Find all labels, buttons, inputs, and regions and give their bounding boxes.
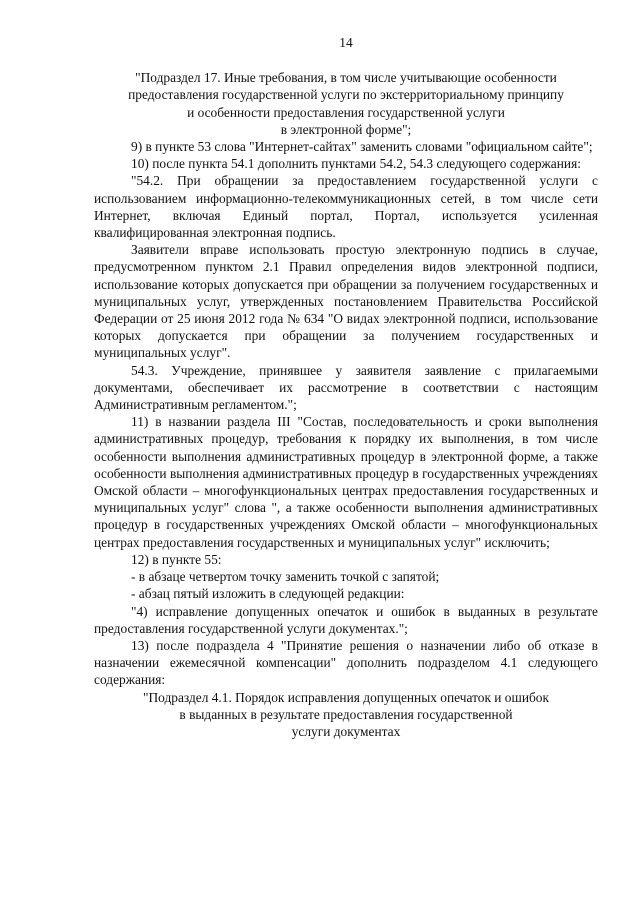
page-number: 14 (339, 35, 353, 50)
paragraph-item-11: 11) в названии раздела III "Состав, последовательность и сроки выполнения административных процедур, требования к порядку их выполнения, в том числе особенности выполнения административных процедур в электронной форме, а также особенности выполнения административных процедур в государственных учреждениях Омской области – многофункциональных центрах предоставления государственных и муниципальных услуг" слова ", а также особенности выполнения административных процедур в государственных учреждениях Омской области – многофункциональных центрах предоставления государственных и муниципальных услуг" исключить; (94, 414, 598, 550)
heading-line: услуги документах (291, 723, 401, 739)
subsection-17-heading (94, 69, 598, 138)
paragraph-dash-2: - абзац пятый изложить в следующей редакции: (131, 586, 405, 602)
paragraph-quoted-4: "4) исправление допущенных опечаток и ошибок в выданных в результате предоставления государственной услуги документах."; (94, 603, 598, 636)
heading-line: и особенности предоставления государственной услуги (187, 104, 505, 120)
heading-line: в выданных в результате предоставления государственной (179, 706, 513, 722)
subsection-4-1-heading (94, 689, 598, 741)
heading-line: "Подраздел 4.1. Порядок исправления допущенных опечаток и ошибок (143, 689, 549, 705)
paragraph-item-12: 12) в пункте 55: (131, 551, 222, 567)
paragraph-dash-1: - в абзаце четвертом точку заменить точкой с запятой; (131, 569, 440, 585)
paragraph-simple-signature: Заявители вправе использовать простую электронную подпись в случае, предусмотренном пунктом 2.1 Правил определения видов электронной подписи, использование которых допускается при обращении за получением государственных и муниципальных услуг, утвержденных постановлением Правительства Российской Федерации от 25 июня 2012 года № 634 "О видах электронной подписи, использование которых допускается при обращении за получением государственных и муниципальных услуг". (94, 242, 598, 361)
document-page (94, 34, 598, 740)
heading-line: "Подраздел 17. Иные требования, в том числе учитывающие особенности (135, 70, 557, 86)
paragraph-54-3: 54.3. Учреждение, принявшее у заявителя заявление с прилагаемыми документами, обеспечивает их рассмотрение в соответствии с настоящим Административным регламентом."; (94, 362, 598, 413)
heading-line: предоставления государственной услуги по экстерриториальному принципу (128, 87, 564, 103)
paragraph-item-13: 13) после подраздела 4 "Принятие решения о назначении либо об отказе в назначении ежемесячной компенсации" дополнить подразделом 4.1 следующего содержания: (94, 637, 598, 688)
paragraph-item-10: 10) после пункта 54.1 дополнить пунктами 54.2, 54.3 следующего содержания: (131, 156, 581, 172)
paragraph-54-2: "54.2. При обращении за предоставлением государственной услуги с использованием информационно-телекоммуникационных сетей, в том числе сети Интернет, включая Единый портал, Портал, используется усиленная квалифицированная электронная подпись. (94, 173, 598, 241)
heading-line: в электронной форме"; (280, 121, 412, 137)
paragraph-item-9: 9) в пункте 53 слова "Интернет-сайтах" заменить словами "официальном сайте"; (131, 139, 593, 155)
